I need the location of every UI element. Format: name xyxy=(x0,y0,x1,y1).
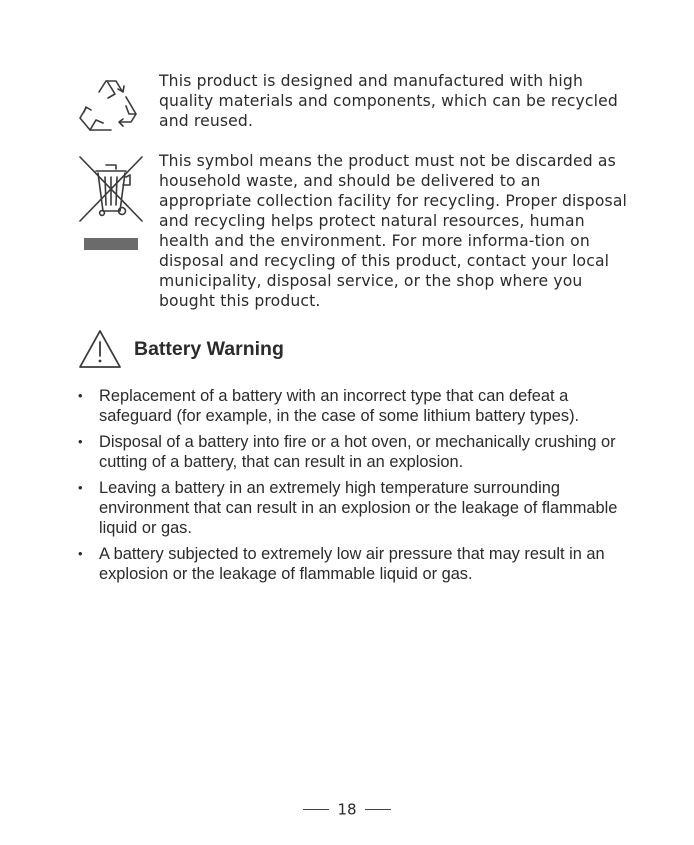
footer-rule-right xyxy=(365,809,391,810)
bullet: • xyxy=(78,388,83,403)
list-item xyxy=(78,432,618,472)
crossed-out-bin-icon xyxy=(78,155,148,255)
recycle-description: This product is designed and manufactured with high quality materials and components, which can be recycled and reused. xyxy=(159,72,618,130)
warning-triangle-icon xyxy=(78,329,122,369)
list-item-text: Disposal of a battery into fire or a hot oven, or mechanically crushing or cutting of a battery, that can result in an explosion. xyxy=(99,433,616,471)
weee-description: This symbol means the product must not be discarded as household waste, and should be delivered to an appropriate collection facility for recycling. Proper disposal and recycling helps protect natural resources, human health and the environment. For more informa-tion on disposal and recycling of this product, contact your local municipality, disposal service, or the shop where you bought this product. xyxy=(159,152,628,310)
page-number: 18 xyxy=(337,800,357,819)
footer-rule-left xyxy=(303,809,329,810)
bullet: • xyxy=(78,546,83,561)
list-item xyxy=(78,544,618,584)
battery-warning-title: Battery Warning xyxy=(134,338,284,360)
page-footer xyxy=(0,800,694,819)
list-item xyxy=(78,386,618,426)
recycle-icon xyxy=(77,78,139,136)
list-item-text: Leaving a battery in an extremely high temperature surrounding environment that can result in an explosion or the leakage of flammable liquid or gas. xyxy=(99,479,618,537)
bullet: • xyxy=(78,480,83,495)
list-item-text: Replacement of a battery with an incorrect type that can defeat a safeguard (for example, in the case of some lithium battery types). xyxy=(99,387,580,425)
list-item-text: A battery subjected to extremely low air pressure that may result in an explosion or the leakage of flammable liquid or gas. xyxy=(99,545,605,583)
bullet: • xyxy=(78,434,83,449)
list-item xyxy=(78,478,618,538)
battery-warning-list xyxy=(78,386,618,590)
